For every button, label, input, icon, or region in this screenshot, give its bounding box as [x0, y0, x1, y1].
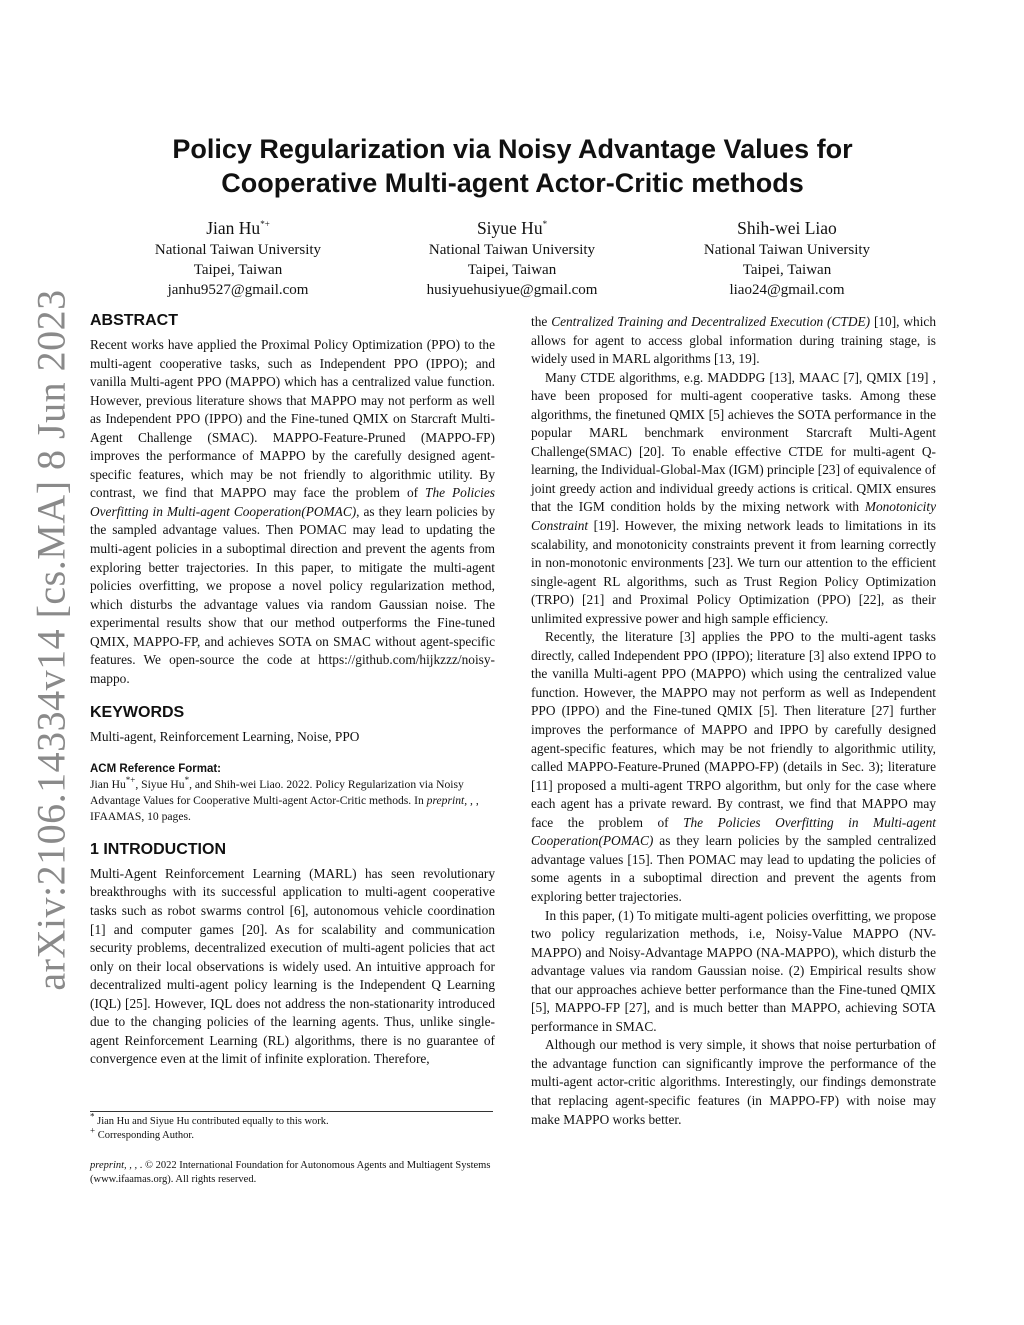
author-location: Taipei, Taiwan — [193, 262, 283, 278]
abstract-heading: ABSTRACT — [90, 312, 178, 329]
intro-paragraph-5: Although our method is very simple, it shows that noise perturbation of the advantage function can significantly improve the performance of the multi-agent actor-critic algorithms. Interestingly, our findings demonstrate that replacing agent-specific features (in MAPPO-FP) with noise may make MAPPO works better. — [531, 1037, 936, 1127]
arxiv-identifier[interactable]: arXiv:2106.14334v14 [cs.MA] 8 Jun 2023 — [28, 289, 74, 991]
author-affiliation: National Taiwan University — [703, 242, 871, 258]
title-line-2: Cooperative Multi-agent Actor-Critic methods — [221, 168, 804, 198]
footnote-equal-contribution: * Jian Hu and Siyue Hu contributed equally to this work. — [90, 1111, 329, 1127]
author-marks: * — [542, 219, 548, 230]
author-location: Taipei, Taiwan — [467, 262, 557, 278]
footnotes — [90, 1111, 495, 1143]
acm-reference-heading: ACM Reference Format: — [90, 762, 221, 775]
author-3 — [647, 216, 927, 300]
author-email[interactable]: husiyuehusiyue@gmail.com — [426, 282, 598, 298]
author-affiliation: National Taiwan University — [154, 242, 322, 258]
keywords-text: Multi-agent, Reinforcement Learning, Noise, PPO — [90, 729, 360, 745]
intro-paragraph-1: Multi-Agent Reinforcement Learning (MARL) has seen revolutionary breakthroughs with its successful application to multi-agent cooperative tasks such as robot swarms control [6], autonomous vehicle coordination [1] and computer games [20]. As for scalability and communication security problems, decentralized execution of multi-agent policies that act only on their local observations is widely used. An intuitive approach for decentralized multi-agent policy learning is the Independent Q Learning (IQL) [25]. However, IQL does not address the non-stationarity introduced due to the changing policies of the learning agents. Thus, unlike single-agent Reinforcement Learning (RL) algorithms, there is no guarantee of convergence even at the limit of infinite exploration. Therefore, — [90, 865, 495, 1067]
author-location: Taipei, Taiwan — [742, 262, 832, 278]
author-name: Jian Hu — [206, 218, 261, 238]
author-email[interactable]: liao24@gmail.com — [729, 282, 845, 298]
author-affiliation: National Taiwan University — [428, 242, 596, 258]
intro-paragraph-3: Recently, the literature [3] applies the PPO to the multi-agent tasks directly, called Independent PPO (IPPO); literature [3] also extend IPPO to the vanilla Multi-agent PPO (MAPPO) which using the centralized value function. However, the MAPPO may not perform as well as Independent PPO (IPPO) and the Fine-tuned QMIX [5]. Then literature [27] further improves the performance of MAPPO and IPPO by carefully designed agent-specific features, which may be not friendly to algorithmic utility, called MAPPO-Feature-Pruned (MAPPO-FP) (details in Sec. 3); literature [11] proposed a multi-agent TRPO algorithm, but only for the case where each agent has a private reward. By contrast, we find that MAPPO may face the problem of The Policies Overfitting in Multi-agent Cooperation(POMAC) as they learn policies by the sampled centralized advantage values [15]. Then POMAC may lead to updating the policies of some agents in a suboptimal direction and prevent the agents from exploring better trajectories. — [531, 629, 936, 904]
right-column — [531, 313, 936, 1129]
author-2 — [372, 216, 652, 300]
acm-reference-text: Jian Hu*+, Siyue Hu*, and Shih-wei Liao. 2022. Policy Regularization via Noisy Advantage Values for Cooperative Multi-agent Actor-Critic methods. In preprint, , , IFAAMAS, 10 pages. — [90, 775, 479, 823]
footnote-divider — [90, 1111, 493, 1112]
keywords-heading: KEYWORDS — [90, 704, 185, 722]
paper-title — [90, 132, 935, 200]
left-column — [90, 310, 495, 1069]
introduction-heading: 1 INTRODUCTION — [90, 840, 226, 858]
author-name: Siyue Hu — [476, 218, 543, 238]
author-1 — [98, 216, 378, 300]
title-line-1: Policy Regularization via Noisy Advantage Values for — [172, 134, 853, 164]
copyright-notice: preprint, , , . © 2022 International Foundation for Autonomous Agents and Multiagent Systems (www.ifaamas.org). All rights reserved. — [90, 1160, 491, 1185]
author-name: Shih-wei Liao — [737, 218, 837, 238]
footnote-corresponding-author: + Corresponding Author. — [90, 1125, 194, 1141]
abstract-text: Recent works have applied the Proximal Policy Optimization (PPO) to the multi-agent cooperative tasks, such as Independent PPO (IPPO); and vanilla Multi-agent PPO (MAPPO) which has a centralized value function. However, previous literature shows that MAPPO may not perform as well as Independent PPO (IPPO) and the Fine-tuned QMIX on Starcraft Multi-Agent Challenge (SMAC). MAPPO-Feature-Pruned (MAPPO-FP) improves the performance of MAPPO by the carefully designed agent-specific features, which may be not friendly to algorithmic utility. By contrast, we find that MAPPO may face the problem of The Policies Overfitting in Multi-agent Cooperation(POMAC), as they learn policies by the sampled advantage values. Then POMAC may lead to updating the multi-agent policies in a suboptimal direction and prevent the agents from exploring better trajectories. In this paper, to mitigate the multi-agent policies overfitting, we propose a novel policy regularization method, which disturbs the advantage values via random Gaussian noise. The experimental results show that our method outperforms the Fine-tuned QMIX, MAPPO-FP, and achieves SOTA on SMAC without agent-specific features. We open-source the code at https://github.com/hijkzzz/noisy-mappo. — [90, 337, 495, 686]
author-marks: *+ — [260, 219, 270, 230]
author-email[interactable]: janhu9527@gmail.com — [167, 282, 309, 298]
intro-paragraph-1-continued: the Centralized Training and Decentralized Execution (CTDE) [10], which allows for agent to access global information during training stage, is widely used in MARL algorithms [13, 19]. — [531, 314, 937, 367]
intro-paragraph-4: In this paper, (1) To mitigate multi-agent policies overfitting, we propose two policy regularization methods, i.e, Noisy-Value MAPPO (NV-MAPPO) and Noisy-Advantage MAPPO (NA-MAPPO), which disturb the advantage values via random Gaussian noise. (2) Empirical results show that our approaches achieve better performance than the Fine-tuned QMIX [5], MAPPO-FP [27], and is much better than MAPPO, achieving SOTA performance in SMAC. — [531, 907, 936, 1034]
intro-paragraph-2: Many CTDE algorithms, e.g. MADDPG [13], MAAC [7], QMIX [19] , have been proposed for multi-agent cooperative tasks. Among these algorithms, the finetuned QMIX [5] achieves the SOTA performance in the popular MARL benchmark environment Starcraft Multi-Agent Challenge(SMAC) [20]. To enable effective CTDE for multi-agent Q-learning, the Individual-Global-Max (IGM) principle [23] of equivalence of joint greedy action and individual greedy actions is critical. QMIX ensures that the IGM condition holds by the mixing network with Monotonicity Constraint [19]. However, the mixing network leads to limitations in its scalability, and monotonicity constraints prevent it from learning correctly in non-monotonic environments [23]. We turn our attention to the efficient single-agent RL algorithms, such as Trust Region Policy Optimization (TRPO) [21] and Proximal Policy Optimization (PPO) [22], as their unlimited expressive power and high sample efficiency. — [531, 369, 936, 626]
